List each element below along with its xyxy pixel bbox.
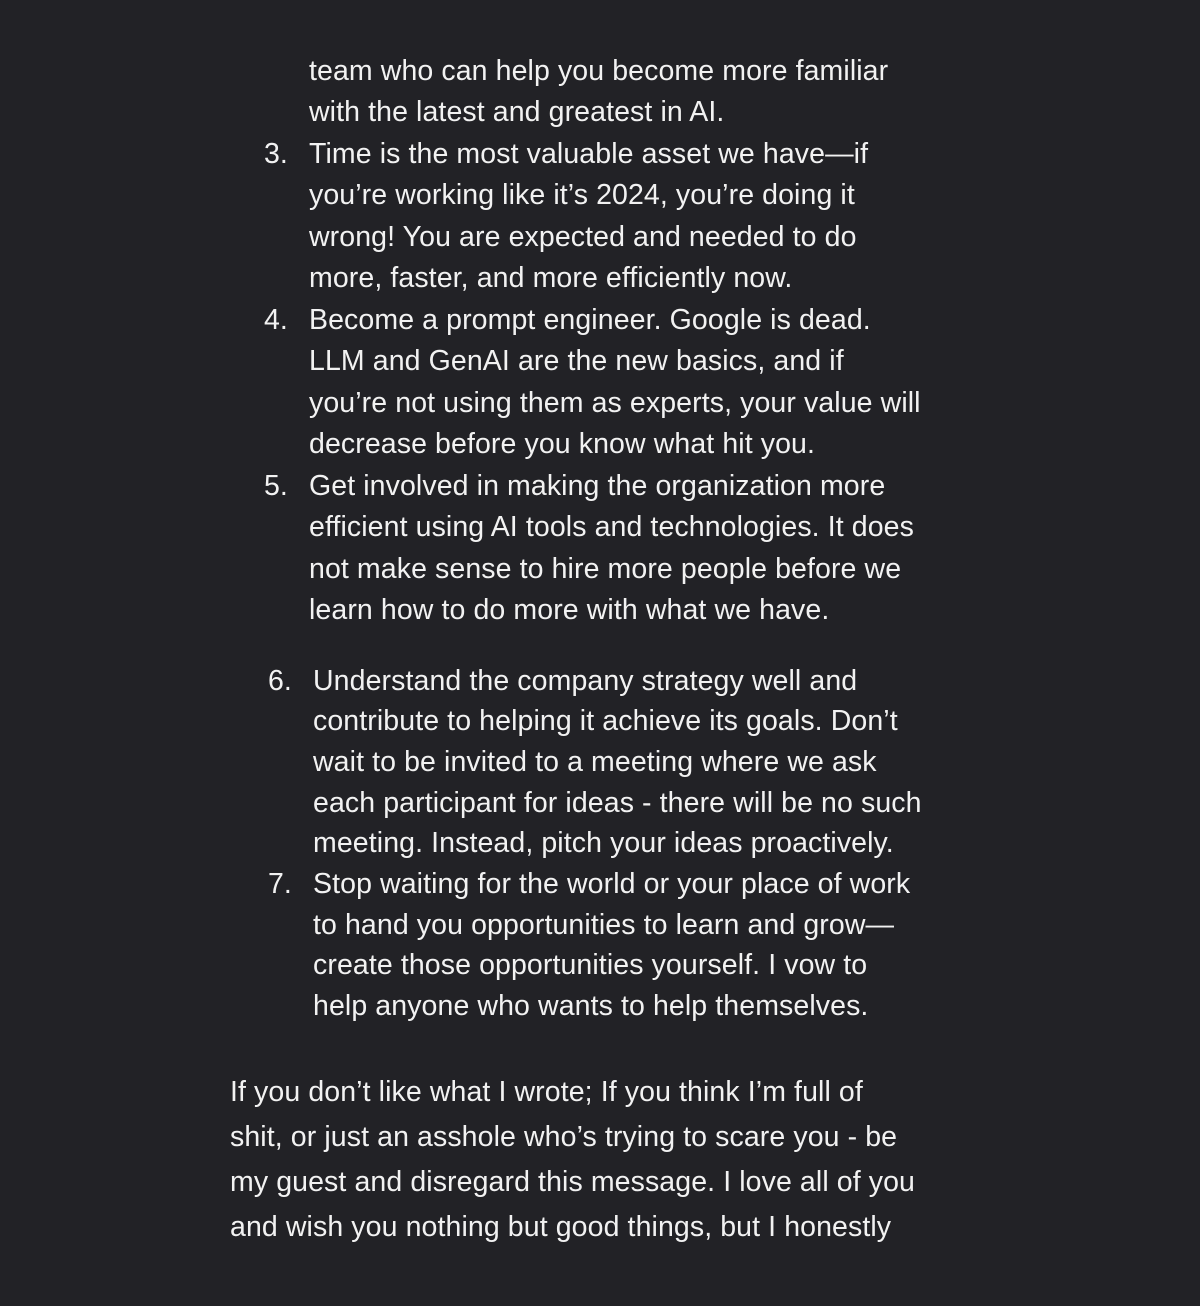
list-item-5-line: learn how to do more with what we have. [309,594,830,626]
list-item-5-line: Get involved in making the organization more [309,470,886,502]
list-item-3-line: you’re working like it’s 2024, you’re doing it [309,179,855,211]
list-item-number: 4. [264,304,288,336]
list-item-4-line: you’re not using them as experts, your value will [309,387,921,419]
list-item-3-line: Time is the most valuable asset we have—if [309,138,869,170]
list-item-6-line: wait to be invited to a meeting where we ask [313,746,877,778]
list-item-6-line: contribute to helping it achieve its goals. Don’t [313,705,898,737]
list-item-7-line: to hand you opportunities to learn and grow— [313,909,895,941]
list-item-7-line: create those opportunities yourself. I vow to [313,949,868,981]
list-item-3-line: more, faster, and more efficiently now. [309,262,793,294]
list-item-4-line: Become a prompt engineer. Google is dead. [309,304,871,336]
list-item-number: 6. [268,665,292,697]
list-item-number: 5. [264,470,288,502]
list-item-5-line: efficient using AI tools and technologies. It does [309,511,914,543]
list-item-4-line: decrease before you know what hit you. [309,428,816,460]
list-item-4-line: LLM and GenAI are the new basics, and if [309,345,844,377]
paragraph-line: shit, or just an asshole who’s trying to scare you - be [230,1121,898,1153]
list-item-number: 3. [264,138,288,170]
list-item-7-line: Stop waiting for the world or your place of work [313,868,911,900]
paragraph-line: my guest and disregard this message. I love all of you [230,1166,916,1198]
paragraph-line: and wish you nothing but good things, but I honestly [230,1211,892,1243]
list-item-7-line: help anyone who wants to help themselves. [313,990,869,1022]
list-item-number: 7. [268,868,292,900]
list-item-6-line: Understand the company strategy well and [313,665,858,697]
list-item-5-line: not make sense to hire more people before we [309,553,902,585]
list-item-6-line: meeting. Instead, pitch your ideas proactively. [313,827,894,859]
list-item-3-line: wrong! You are expected and needed to do [309,221,857,253]
list-item-2-line: with the latest and greatest in AI. [309,96,725,128]
list-item-2-line: team who can help you become more familiar [309,55,889,87]
paragraph-line: If you don’t like what I wrote; If you think I’m full of [230,1076,863,1108]
list-item-6-line: each participant for ideas - there will be no such [313,787,922,819]
